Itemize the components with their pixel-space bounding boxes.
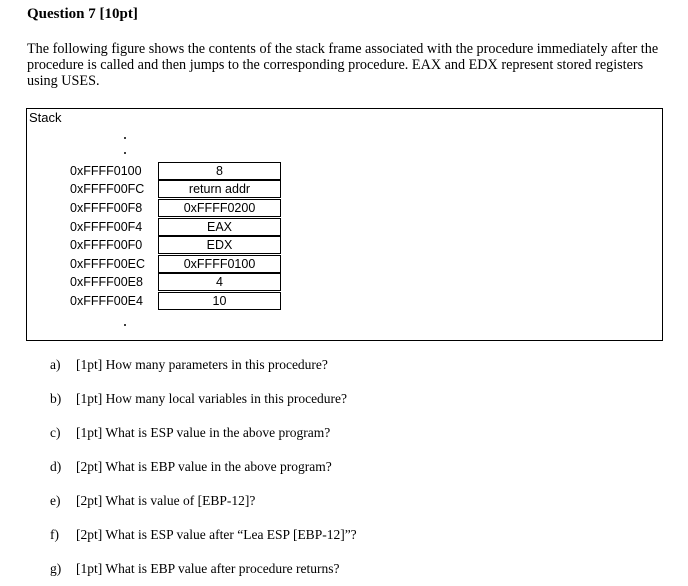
ellipsis-dot	[124, 137, 126, 139]
item-text: [1pt] How many local variables in this procedure?	[76, 391, 348, 406]
item-letter: a)	[50, 357, 61, 372]
ellipsis-dot	[124, 324, 126, 326]
item-letter: c)	[50, 425, 61, 440]
list-item	[50, 527, 357, 543]
stack-address: 0xFFFF00EC	[70, 257, 146, 271]
item-letter: d)	[50, 459, 62, 474]
item-letter: g)	[50, 561, 62, 576]
list-item	[50, 391, 347, 407]
item-letter: b)	[50, 391, 62, 406]
question-intro: The following figure shows the contents of the stack frame associated with the procedure immediately after the procedure is called and then jumps to the corresponding procedure. EAX and EDX represent stored registers using USES.	[27, 41, 659, 89]
stack-address: 0xFFFF00F4	[70, 220, 143, 234]
list-item	[50, 459, 332, 475]
item-text: [1pt] How many parameters in this procedure?	[76, 357, 328, 372]
question-title: Question 7 [10pt]	[27, 6, 138, 22]
item-letter: e)	[50, 493, 61, 508]
stack-address: 0xFFFF00FC	[70, 182, 145, 196]
stack-figure	[26, 108, 663, 341]
stack-cell: 10	[158, 292, 281, 310]
stack-cell: 0xFFFF0100	[158, 255, 281, 273]
item-text: [2pt] What is value of [EBP-12]?	[76, 493, 256, 508]
stack-address: 0xFFFF00E4	[70, 294, 143, 308]
stack-cell: 4	[158, 273, 281, 291]
stack-cell: EAX	[158, 218, 281, 236]
ellipsis-dot	[124, 152, 126, 154]
stack-address: 0xFFFF00E8	[70, 275, 143, 289]
item-text: [1pt] What is EBP value after procedure returns?	[76, 561, 340, 576]
stack-address: 0xFFFF0100	[70, 164, 142, 178]
stack-cell: EDX	[158, 236, 281, 254]
stack-label: Stack	[29, 110, 62, 125]
list-item	[50, 357, 328, 373]
item-text: [2pt] What is ESP value after “Lea ESP [EBP-12]”?	[76, 527, 357, 542]
stack-cell: return addr	[158, 180, 281, 198]
list-item	[50, 493, 255, 509]
stack-cell: 0xFFFF0200	[158, 199, 281, 217]
stack-address: 0xFFFF00F8	[70, 201, 143, 215]
item-text: [1pt] What is ESP value in the above program?	[76, 425, 331, 440]
stack-address: 0xFFFF00F0	[70, 238, 143, 252]
item-text: [2pt] What is EBP value in the above program?	[76, 459, 332, 474]
item-letter: f)	[50, 527, 59, 542]
stack-cell: 8	[158, 162, 281, 180]
list-item	[50, 425, 330, 441]
list-item	[50, 561, 340, 577]
